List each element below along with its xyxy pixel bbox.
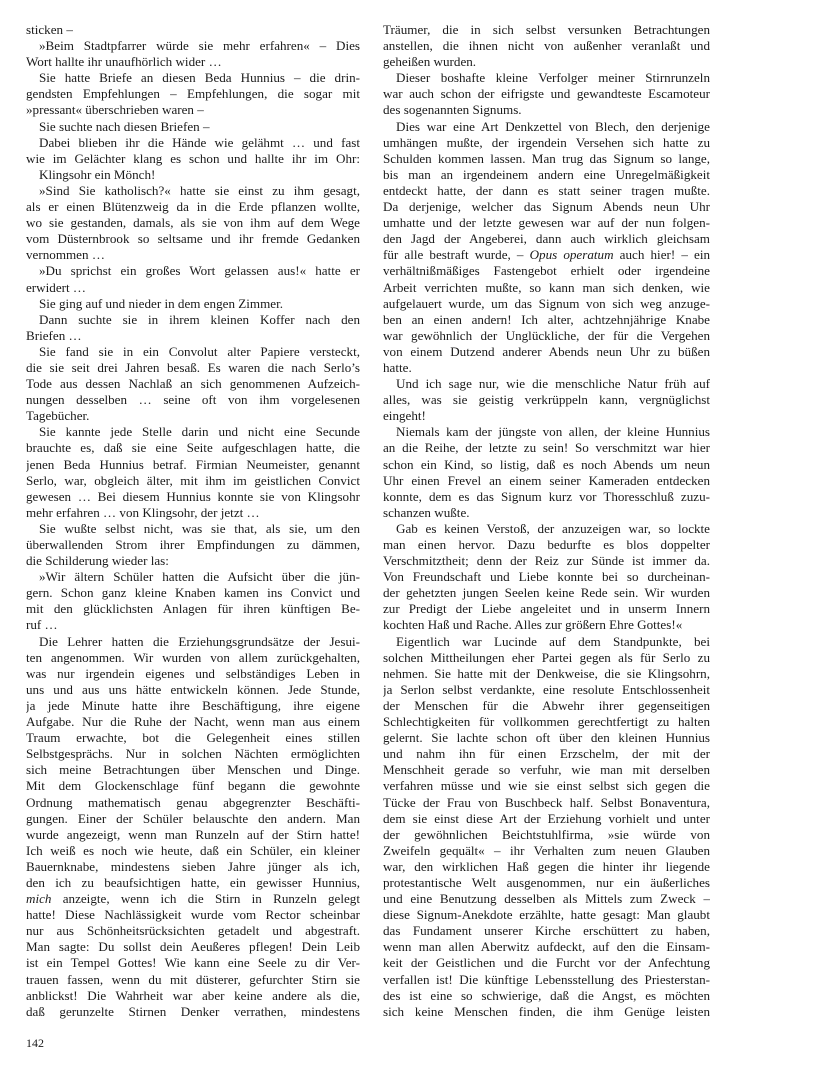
text-line: anstellen, die ihnen nicht von außenher veranlaßt und: [383, 38, 710, 54]
text-line: der gehetzten jungen Seelen keine Rede sein. Wir wurden: [383, 585, 710, 601]
text-line: Da derjenige, welcher das Signum Abends neun Uhr: [383, 199, 710, 215]
text-line: dem sie einst diese Art der Erziehung vorhielt und unter: [383, 810, 710, 826]
text-line: Arbeit verrichten mußte, so kann man sich denken, wie: [383, 279, 710, 295]
text-line: die sie seit drei Jahren besaß. Es waren die nach Serlo’s: [26, 359, 360, 375]
text-line: Bauernknabe, mindestens sieben Jahre jünger als ich,: [26, 858, 360, 874]
text-line: vom Düsternbrook so seltsame und ihr fremde Gedanken: [26, 231, 360, 247]
text-line: uns und aus uns hätte entwickeln können. Jede Stunde,: [26, 681, 360, 697]
text-line: mehr erfahren … von Klingsohr, der jetzt …: [26, 504, 260, 520]
text-line: verhältnißmäßiges Fastengebot erhielt oder irgendeine: [383, 263, 710, 279]
text-line: zur Predigt der Liebe angeleitet und in unserm Innern: [383, 601, 710, 617]
text-line: Schlechtigkeiten für vollkommen gerechtfertigt zu halten: [383, 714, 710, 730]
text-line: den Jagd der Angeberei, dann auch wirklich gleichsam: [383, 231, 710, 247]
text-line: war, den wirklichen Haß gegen die hinter ihr liegende: [383, 858, 710, 874]
text-line: schon ein Kind, so listig, daß es noch Abends um neun: [383, 456, 710, 472]
text-line: daß gerunzelte Stirnen Denker verrathen, mindestens: [26, 1003, 360, 1019]
text-line: und nahm ihn für einen Erzschelm, der mit der: [383, 746, 710, 762]
text-line: Tagebücher.: [26, 408, 90, 424]
text-line: Sie ging auf und nieder in dem engen Zimmer.: [39, 295, 283, 311]
text-line: Eigentlich war Lucinde auf dem Standpunkte, bei: [396, 633, 710, 649]
text-line: anblickst! Die Wahrheit war aber keine andere als die,: [26, 987, 360, 1003]
text-line: konnte, dem es das Signum kurz vor Thoresschluß zuzu-: [383, 488, 710, 504]
text-line: Dies war eine Art Denkzettel von Blech, den derjenige: [396, 118, 710, 134]
text-line: Tode aus dessen Nachlaß an sich genommenen Aufzeich-: [26, 376, 360, 392]
text-line: nungen desselben … seine oft von ihm vorgelesenen: [26, 392, 360, 408]
italic-phrase: mich: [26, 891, 52, 907]
text-line: hatte! Diese Nachlässigkeit wurde vom Rector scheinbar: [26, 907, 360, 923]
text-line: Die Lehrer hatten die Erziehungsgrundsätze der Jesui-: [39, 633, 360, 649]
text-line: verfahren müsse und wie sie einst selbst sich gegen die: [383, 778, 710, 794]
text-line: Menschheit gerade so verfuhr, wie man mit derselben: [383, 762, 710, 778]
text-line: Dieser boshafte kleine Verfolger meiner Stirnrunzeln: [396, 70, 710, 86]
text-line: Verschmitztheit; denn der Reiz zur Sünde ist immer da.: [383, 553, 710, 569]
text-line: den ich zu beaufsichtigen hatte, ein gewisser Hunnius,: [26, 874, 360, 890]
text-segment: anzeigte, wenn ich die Stirn in Runzeln gelegt: [51, 891, 360, 907]
text-line: der Menschen für die Abwehr ihrer gegenseitigen: [383, 697, 710, 713]
text-line: von einem Dutzend anderer Abends neun Uhr zu büßen: [383, 343, 710, 359]
text-line: wurde angezeigt, wenn man Runzeln auf der Stirn hatte!: [26, 826, 360, 842]
text-line: die Schilderung wieder las:: [26, 553, 169, 569]
text-line: alles, was sie geistig verkrüppeln kann, vergnüglichst: [383, 392, 710, 408]
text-line: überwallenden Strom ihrer Empfindungen zu dämmen,: [26, 537, 360, 552]
text-line: »pressant« überschrieben waren –: [26, 102, 204, 118]
text-line: »Wir ältern Schüler hatten die Aufsicht über die jün-: [39, 569, 360, 585]
page-number: 142: [26, 1036, 44, 1050]
text-line: Und ich sage nur, wie die menschliche Natur früh auf: [396, 376, 710, 392]
italic-phrase: Opus operatum: [529, 247, 614, 263]
text-line: Niemals kam der jüngste von allen, der kleine Hunnius: [396, 424, 710, 440]
text-line: Sie hatte Briefe an diesen Beda Hunnius – die drin-: [39, 70, 360, 86]
text-line: Sie suchte nach diesen Briefen –: [39, 118, 210, 134]
text-line: sich keine Menschen finden, die ihm Genüge leisten: [383, 1003, 710, 1019]
text-line: Zweifeln gequält« – ihr Verhalten zum neuen Glauben: [383, 842, 710, 858]
text-line: verfallen ist! Die künftige Lebensstellung des Priesterstan-: [383, 971, 710, 987]
text-line: man einen hervor. Dazu bedurfte es blos doppelter: [383, 537, 710, 552]
text-line: Dann suchte sie in ihrem kleinen Koffer nach den: [39, 311, 360, 327]
text-line: Schulden kommen lassen. Man trug das Signum so lange,: [383, 150, 710, 166]
text-line: Selbstgesprächs. Nur in solchen Nächten ermöglichten: [26, 746, 360, 762]
text-line: als er einen Blütenzweig da in die Erde pflanzen wollte,: [26, 199, 360, 215]
text-line: jenen Beda Hunnius betraf. Firmian Neumeister, genannt: [26, 456, 360, 472]
text-line: des sogenannten Signums.: [383, 102, 522, 118]
right-text-column: [383, 22, 710, 1020]
text-line: bis man an irgendeinem andern eine Unregelmäßigkeit: [383, 166, 710, 182]
text-line: gendsten Empfehlungen – Empfehlungen, die sogar mit: [26, 86, 360, 102]
text-line: hatte.: [383, 359, 412, 375]
text-line: solchen Mittheilungen eher Partei gegen als für Serlo zu: [383, 649, 710, 665]
text-line: keit der Geistlichen und die Furcht vor der Anfechtung: [383, 955, 710, 971]
text-line: Aufgabe. Nur die Ruhe der Nacht, wenn man aus einem: [26, 714, 360, 730]
text-line: des ist eine so schwierige, daß die Angst, es möchten: [383, 987, 710, 1003]
text-line: Von Freundschaft und Liebe konnte bei so durcheinan-: [383, 569, 710, 585]
text-segment: auch hier! – ein: [613, 247, 710, 263]
text-line: »Sind Sie katholisch?« hatte sie einst zu ihm gesagt,: [39, 182, 360, 198]
text-line: gewesen … Bei diesem Hunnius konnte sie von Klingsohr: [26, 488, 360, 504]
text-line: gelernt. Sie lachte schon oft über den kleinen Hunnius: [383, 730, 710, 746]
text-line: Träumer, die in sich selbst versunken Betrachtungen: [383, 22, 710, 37]
text-line: und eine Benutzung desselben als Mittels zum Zweck –: [383, 891, 710, 907]
text-line: diese Signum-Anekdote erzählte, hatte gesagt: Man glaubt: [383, 907, 710, 923]
text-line: Wort hallte ihr unaufhörlich wider …: [26, 54, 222, 70]
text-line: Klingsohr ein Mönch!: [39, 166, 156, 182]
text-line: das Fundament unserer Kirche erschüttert zu haben,: [383, 923, 710, 939]
text-line: vernommen …: [26, 247, 105, 263]
text-line: Sie fand sie in ein Convolut alter Papiere versteckt,: [39, 343, 360, 359]
text-line: geheißen wurden.: [383, 54, 477, 70]
text-line: brauchte es, daß sie eine Seite aufgeschlagen hatte, die: [26, 440, 360, 456]
text-line: Serlo, war, obgleich älter, mit ihm im geistlichen Convict: [26, 472, 360, 488]
text-line: ten angenommen. Wir wurden von allem zurückgehalten,: [26, 649, 360, 665]
text-segment: für alle bestraft wurde, –: [383, 247, 530, 263]
text-line: [26, 891, 360, 907]
text-line: ben an einen andern! Ich alter, achtzehnjährige Knabe: [383, 311, 710, 327]
text-line: ist ein Tempel Gottes! Wie kann eine Seele zu dir Ver-: [26, 955, 360, 971]
text-line: an die Reihe, der letzte zu sein! So verschmitzt war hier: [383, 440, 710, 456]
text-line: Ordnung mathematisch genau abgegrenzter Beschäfti-: [26, 794, 360, 810]
text-line: sticken –: [26, 22, 73, 37]
text-line: protestantische Welt ausgenommen, nur ein äußerliches: [383, 874, 710, 890]
text-line: Tücke der Frau von Buschbeck half. Selbst Bonaventura,: [383, 794, 710, 810]
text-line: eingeht!: [383, 408, 426, 424]
text-line: [383, 247, 710, 263]
text-line: entdeckt hatte, der dann es statt seiner tragen mußte.: [383, 182, 710, 198]
text-line: trauen fassen, wenn du mit düsterer, gefurchter Stirn sie: [26, 971, 360, 987]
text-line: Briefen …: [26, 327, 82, 343]
text-line: Sie kannte jede Stelle darin und nicht eine Secunde: [39, 424, 360, 440]
text-line: wenn man allen Aberwitz aufdeckt, auf den die Einsam-: [383, 939, 710, 955]
text-line: mit den glücklichsten Anlagen für ihren künftigen Be-: [26, 601, 360, 617]
text-line: sich meine Betrachtungen über Menschen und Dinge.: [26, 762, 360, 778]
text-line: wie im Gelächter klang es schon und hallte ihr im Ohr:: [26, 150, 360, 166]
text-line: gern. Schon ganz kleine Knaben kamen ins Convict und: [26, 585, 360, 601]
text-line: kochten Haß und Rache. Alles zur größern Ehre Gottes!«: [383, 617, 683, 633]
text-line: Ich weiß es noch wie heute, daß ein Schüler, ein kleiner: [26, 842, 360, 858]
text-line: ruf …: [26, 617, 58, 633]
text-line: Sie wußte selbst nicht, was sie that, als sie, um den: [39, 520, 360, 536]
text-line: Dabei blieben ihr die Hände wie gelähmt … und fast: [39, 134, 360, 150]
left-text-column: [26, 22, 360, 1020]
text-line: »Beim Stadtpfarrer würde sie mehr erfahren« – Dies: [39, 38, 360, 54]
text-line: war gewöhnlich der Unglückliche, der für die Vergehen: [383, 327, 710, 343]
text-line: aufgelauert wurde, um das Signum von sich weg anzuge-: [383, 295, 710, 311]
text-line: nehmen. Sie hatte mit der Denkweise, die sie Klingsohrn,: [383, 665, 710, 681]
text-line: was nur irgendein eigenes und selbständiges Leben in: [26, 665, 360, 681]
text-line: Gab es keinen Verstoß, der anzuzeigen war, so lockte: [396, 520, 710, 536]
text-line: war auch schon der eifrigste und gewandteste Escamoteur: [383, 86, 710, 102]
text-line: ja Serlon selbst verdankte, eine resolute Entschlossenheit: [383, 681, 710, 697]
text-line: gungen. Einer der Schüler belauschte den andern. Man: [26, 810, 360, 826]
text-line: Mit dem Glockenschlage fünf begann die gewohnte: [26, 778, 360, 794]
text-line: wo sie gestanden, damals, als sie von ihm auf dem Wege: [26, 215, 360, 231]
text-line: nur aus Schönheitsrücksichten getadelt und abgestraft.: [26, 923, 360, 939]
text-line: schanzen wußte.: [383, 504, 470, 520]
text-line: Uhr einen Frevel an einem seiner Kameraden entdecken: [383, 472, 710, 488]
text-line: ja jede Minute hatte ihre Beschäftigung, ihre eigene: [26, 697, 360, 713]
text-line: erwidert …: [26, 279, 86, 295]
text-line: umhatte und der letzte gewesen war auf der nun folgen-: [383, 215, 710, 231]
text-line: »Du sprichst ein großes Wort gelassen aus!« hatte er: [39, 263, 360, 279]
text-line: Man sagte: Du sollst dein Aeußeres pflegen! Dein Leib: [26, 939, 360, 955]
text-line: umhängen mußte, der irgendein Versehen sich hatte zu: [383, 134, 710, 150]
text-line: der gewöhnlichen Beichtstuhlfirma, »sie würde von: [383, 826, 710, 842]
text-line: Traum erwachte, bot die Gelegenheit eines stillen: [26, 730, 360, 746]
